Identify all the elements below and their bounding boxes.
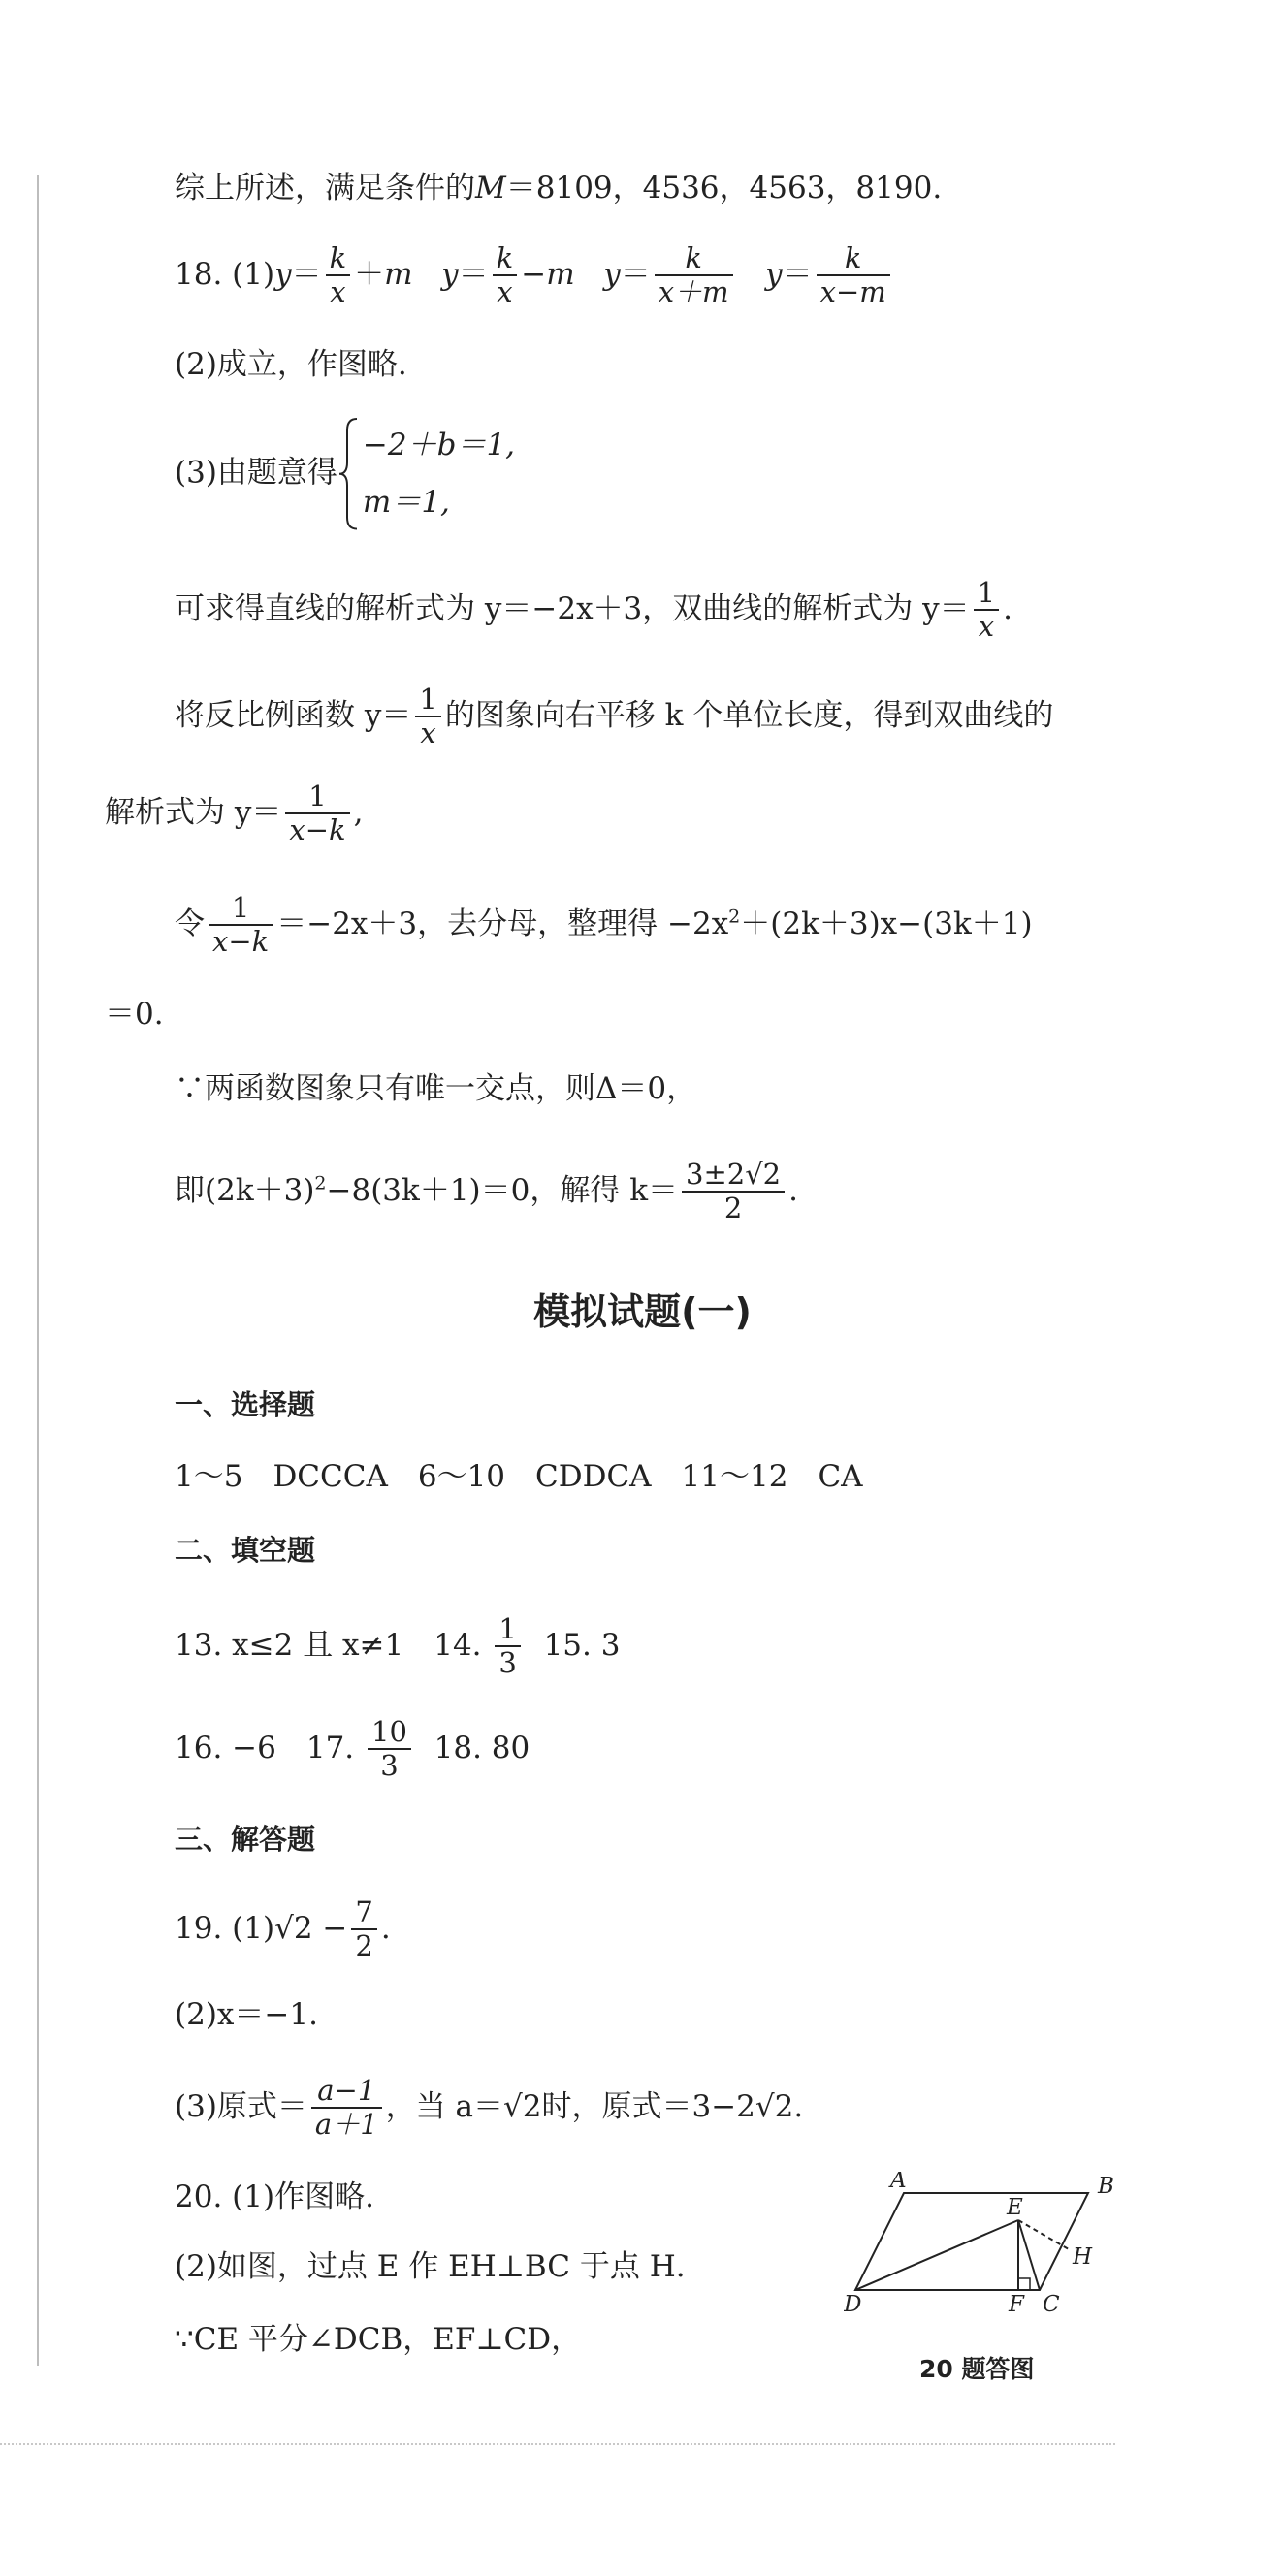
label-A: A bbox=[890, 2172, 907, 2193]
section-fill-heading: 二、填空题 bbox=[175, 1534, 316, 1567]
analytic-expression-line: 可求得直线的解析式为 y＝−2x＋3，双曲线的解析式为 y＝ $\frac{1}{x}$ . bbox=[175, 576, 1012, 644]
label-B: B bbox=[1098, 2174, 1114, 2199]
solve-k-line: 即$(2k+3)^2-8(3k+1)=0$，解得 k＝ $\frac{3\pm 2√2}{2}$ . bbox=[175, 1158, 798, 1225]
q18-part3: (3)由题意得 −2＋b＝1, m＝1, bbox=[175, 417, 515, 531]
q19-part2: (2)x＝−1. bbox=[175, 1997, 318, 2032]
section-solve-heading: 三、解答题 bbox=[175, 1823, 316, 1856]
figure-caption: 20 题答图 bbox=[919, 2355, 1035, 2383]
label-F: F bbox=[1009, 2292, 1024, 2317]
section-choice-heading: 一、选择题 bbox=[175, 1388, 316, 1421]
q19-part1: 19. (1)√2 − $\frac{7}{2}$ . bbox=[175, 1895, 391, 1963]
q19-part3: (3)原式＝ $\frac{a-1}{a+1}$ ，当 a＝√2时，原式＝3−2√2. bbox=[175, 2074, 804, 2142]
label-E: E bbox=[1007, 2195, 1023, 2220]
brace-icon bbox=[337, 417, 361, 531]
summary-line: 综上所述，满足条件的M＝8109，4536，4563，8190. bbox=[175, 171, 943, 206]
equals-zero: ＝0. bbox=[105, 997, 164, 1032]
q20-part2: (2)如图，过点 E 作 EH⊥BC 于点 H. bbox=[175, 2249, 686, 2284]
equation-line: 令 $\frac{1}{x-k}$ ＝−2x＋3，去分母，整理得 $-2x^2+(2k+3)x-(3k+1)$ bbox=[175, 891, 1033, 959]
q20-part3: ∵CE 平分∠DCB，EF⊥CD， bbox=[175, 2322, 582, 2357]
choice-answers: 1～5 DCCCA 6～10 CDDCA 11～12 CA bbox=[175, 1459, 863, 1494]
shift-line-1: 将反比例函数 y＝ $\frac{1}{x}$ 的图象向右平移 k 个单位长度，得到双曲线的 bbox=[175, 683, 1054, 750]
q18-part1: 18. (1)y＝ $\frac{k}{x}$ ＋m y＝ $\frac{k}{x}$ −m y＝ $\frac{k}{x+m}$ y＝ $\frac{k}{x-m}$ bbox=[175, 242, 894, 309]
equation-system: −2＋b＝1, m＝1, bbox=[337, 417, 515, 531]
q20-part1: 20. (1)作图略. bbox=[175, 2179, 374, 2214]
label-C: C bbox=[1043, 2292, 1060, 2317]
bottom-dotted-rule bbox=[0, 2443, 1115, 2445]
fill-answers-2: 16. −6 17. $\frac{10}{3}$ 18. 80 bbox=[175, 1715, 530, 1783]
label-D: D bbox=[844, 2292, 862, 2317]
because-line: ∵两函数图象只有唯一交点，则Δ＝0， bbox=[175, 1071, 697, 1106]
section-title: 模拟试题(一) bbox=[533, 1290, 752, 1333]
left-margin-rule bbox=[37, 175, 39, 2366]
parallelogram-figure bbox=[844, 2172, 1135, 2317]
shift-line-2: 解析式为 y＝ $\frac{1}{x-k}$ , bbox=[105, 779, 364, 847]
label-H: H bbox=[1073, 2244, 1093, 2270]
q18-part2: (2)成立，作图略. bbox=[175, 347, 407, 382]
fill-answers-1: 13. x≤2 且 x≠1 14. $\frac{1}{3}$ 15. 3 bbox=[175, 1612, 621, 1680]
